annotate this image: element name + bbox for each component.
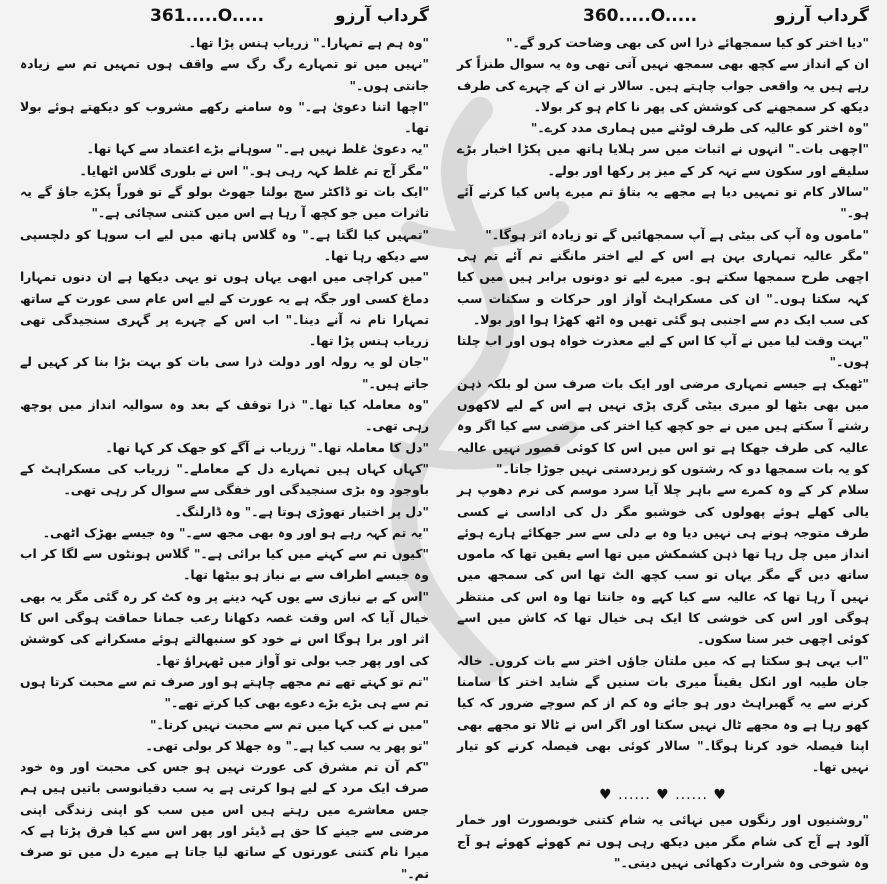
paragraph: "یہ تم کہہ رہے ہو اور وہ بھی مجھ سے۔" وہ جیسے بھڑک اٹھی۔ (42, 524, 429, 540)
page-header (443, 6, 887, 28)
page-body (20, 32, 429, 884)
paragraph: "وہ اختر کو عالیہ کی طرف لوٹنے میں ہماری مدد کرے۔" (530, 120, 869, 136)
paragraph: "ماموں وہ آپ کی بیٹی ہے آپ سمجھائیں گے تو زیادہ اثر ہوگا۔" (485, 226, 869, 242)
paragraph: "میں کراچی میں ابھی یہاں ہوں تو یہی دیکھا ہے ان دنوں تمہارا دماغ کسی اور جگہ ہے یہ عورت کے لیے اس عام سی عورت کے ساتھ تمہارا نام نہ آنے دینا۔" اب اس کے چہرے پر گہری سنجیدگی تھی زریاب ہنس پڑا تھا۔ (20, 269, 429, 349)
paragraph: "دل پر اختیار تھوڑی ہوتا ہے۔" وہ ڈارلنگ۔ (174, 503, 429, 519)
page-361 (0, 0, 443, 881)
paragraph: "ایک بات تو ڈاکٹر سچ بولنا جھوٹ بولو گے تو فوراً پکڑے جاؤ گے یہ تاثرات میں جو کچھ آ رہا ہے اس میں کتنی سچائی ہے۔" (20, 184, 429, 221)
section-separator: ♥ ...... ♥ ...... ♥ (599, 787, 727, 804)
paragraph: "اچھی بات۔" انہوں نے اثبات میں سر ہلایا ہاتھ میں پکڑا اخبار بڑے سلیقے اور سکون سے تہہ کر کے میز پر رکھا اور بولے۔ (457, 141, 869, 178)
paragraph: "نہیں میں تو تمہارے رگ رگ سے واقف ہوں تمہیں تم سے زیادہ جانتی ہوں۔" (20, 56, 429, 93)
paragraph: "جان لو یہ رولہ اور دولت ذرا سی بات کو بہت بڑا بنا کر کہیں لے جاتے ہیں۔" (20, 354, 429, 391)
running-title: گرداب آرزو (775, 6, 869, 26)
paragraph: "وہ ہم ہے تمہارا۔" زریاب ہنس پڑا تھا۔ (188, 35, 429, 50)
paragraph: "وہ معاملہ کیا تھا۔" ذرا توقف کے بعد وہ سوالیہ انداز میں پوچھ رہی تھی۔ (20, 397, 429, 434)
paragraph: سلام کر کے وہ کمرے سے باہر چلا آیا سرد موسم کی نرم دھوپ ہر یالی کھلے ہوئے پھولوں کی خوشبو مگر دل کی اداسی نے کسی طرف متوجہ ہونے ہی نہیں دیا وہ بے دلی سے سر جھکائے ہارے ہوئے انداز میں چل رہا تھا ذہن کشمکش میں تھا اسے یقین تھا کہ ماموں ساتھ دیں گے مگر یہاں تو سب کچھ الٹ تھا اس کی سمجھ میں نہیں آ رہا تھا کہ عالیہ سے کیا کہے وہ جانتا تھا وہ اس کی منتظر ہوگی اور اس کی خوشی کا ایک ہی خیال تھا کہ کاش میں اسے کوئی اچھی خبر سنا سکوں۔ (457, 482, 869, 647)
paragraph: "سالار کام تو تمہیں دیا ہے مجھے یہ بتاؤ تم میرے پاس کیا کرنے آئے ہو۔" (457, 184, 869, 221)
paragraph: "میں نے کب کہا میں تم سے محبت نہیں کرتا۔" (149, 716, 429, 732)
paragraph: "کہاں کہاں ہیں تمہارے دل کے معاملے۔" زریاب کی مسکراہٹ کے باوجود وہ بڑی سنجیدگی اور خفگی سے سوال کر رہی تھی۔ (20, 460, 429, 498)
paragraph: "دل کا معاملہ تھا۔" زریاب نے آگے کو جھک کر کہا تھا۔ (105, 439, 429, 455)
paragraph: "کم آن تم مشرق کی عورت نہیں ہو جس کی محبت اور وہ خود صرف ایک مرد کے لیے ہوا کرتی ہے یہ سب دقیانوسی باتیں ہیں ہم جس معاشرے میں رہتے ہیں اس میں سب کو اپنی زندگی اپنی مرضی سے جینے کا حق ہے ڈیئر اور پھر اس سے کیا فرق پڑتا ہے کہ میرا نام کتنی عورتوں کے ساتھ لیا جاتا ہے میرے دل میں تو صرف تم۔" (20, 759, 429, 881)
page-header (0, 6, 443, 28)
paragraph: "روشنیوں اور رنگوں میں نہائی یہ شام کتنی خوبصورت اور خمار آلود ہے آج کی شام مگر میں دیکھ رہی ہوں تم کھوئے کھوئے ہو آج وہ شوخی وہ شرارت دکھائی نہیں دیتی۔" (457, 812, 869, 870)
paragraph: "یہ دعویٰ غلط نہیں ہے۔" سوہانے بڑے اعتماد سے کہا تھا۔ (86, 141, 429, 157)
paragraph: "بہت وقت لیا میں نے آپ کا اس کے لیے معذرت خواہ ہوں اور اب چلتا ہوں۔" (457, 333, 869, 370)
paragraph: ان کے انداز سے کچھ بھی سمجھ نہیں آتی تھی وہ یہ سوال طنزاً کر رہے ہیں یہ واقعی جواب چاہتے ہیں۔ سالار نے ان کے چہرے کی طرف دیکھ کر سمجھنے کی کوشش کی پھر نا کام ہو کر بولا۔ (457, 56, 869, 114)
page-body (457, 32, 869, 777)
paragraph: "تم تو کہتے تھے تم مجھے چاہتے ہو اور صرف تم سے محبت کرتا ہوں تم سے ہی بڑے بڑے دعوے بھی کیا کرتے تھے۔" (20, 673, 429, 711)
paragraph: "اچھا اتنا دعویٰ ہے۔" وہ سامنے رکھے مشروب کو دیکھتے ہوئے بولا تھا۔ (20, 98, 429, 136)
page-body-continued (457, 809, 869, 873)
paragraph: "مگر آج تم غلط کہہ رہی ہو۔" اس نے بلوری گلاس اٹھایا۔ (79, 162, 429, 178)
paragraph: "اس کے بے نیازی سے یوں کہہ دینے پر وہ کٹ کر رہ گئی مگر یہ بھی خیال آیا کہ اس وقت غصہ دکھانا رعب جمانا حماقت ہوگی اس کا اثر اور برا ہوگا اس نے خود کو سنبھالتے ہوئے مسکرانے کی کوشش کی اور پھر جب بولی تو آواز میں ٹھہراؤ تھا۔ (20, 588, 429, 668)
paragraph: "دیا اختر کو کیا سمجھائے ذرا اس کی بھی وضاحت کرو گے۔" (506, 35, 869, 50)
running-title: گرداب آرزو (335, 6, 429, 26)
paragraph: "کیوں تم سے کہنے میں کیا برائی ہے۔" گلاس ہونٹوں سے لگا کر اب وہ جیسے اطراف سے بے نیاز ہو بیٹھا تھا۔ (20, 546, 429, 583)
paragraph: "تو پھر یہ سب کیا ہے۔" وہ جھلا کر بولی تھی۔ (145, 737, 429, 753)
page-number: 360.....O..... (583, 6, 698, 26)
page-number: 361.....O..... (150, 6, 265, 26)
paragraph: "مگر عالیہ تمہاری بہن ہے اس کے لیے اختر مانگنے تم آئے تم ہی اچھی طرح سمجھا سکتے ہو۔ میرے لیے تو دونوں برابر ہیں میں کیا کہہ سکتا ہوں۔" ان کی مسکراہٹ آواز اور حرکات و سکنات سب کی سب ایک دم سے اجنبی ہو گئی تھیں وہ اٹھ کھڑا ہوا اور بولا۔ (457, 247, 869, 327)
page-360 (443, 0, 887, 870)
paragraph: "تمہیں کیا لگتا ہے۔" وہ گلاس ہاتھ میں لیے اب سوہا کو دلچسپی سے دیکھ رہا تھا۔ (20, 226, 429, 263)
paragraph: "اب یہی ہو سکتا ہے کہ میں ملتان جاؤں اختر سے بات کروں۔ خالہ جان طیبہ اور انکل یقیناً میری بات سنیں گے شاید اختر کا سامنا کرنے سے یہ گھبراہٹ دور ہو جائے وہ کم از کم سوچے ضرور کہ کیا کھو رہا ہے وہ مجھے ٹال نہیں سکتا اور اگر اس نے ٹالا تو مجھے بھی اپنا فیصلہ خود کرنا ہوگا۔" سالار کوئی بھی فیصلہ کرنے کو تیار نہیں تھا۔ (457, 652, 869, 775)
paragraph: "ٹھیک ہے جیسے تمہاری مرضی اور ایک بات صرف سن لو بلکہ ذہن میں بھی بٹھا لو میری بیٹی گری پڑی نہیں ہے اس کے لیے لاکھوں رشتے آ سکتے ہیں میں نے جو کچھ کیا اختر کی مرضی سے کیا اگر وہ عالیہ کی طرف جھکا ہے تو اس میں اس کا کوئی قصور نہیں عالیہ کو یہ بات سمجھا دو کہ رشتوں کو زبردستی نہیں جوڑا جاتا۔" (457, 375, 869, 476)
